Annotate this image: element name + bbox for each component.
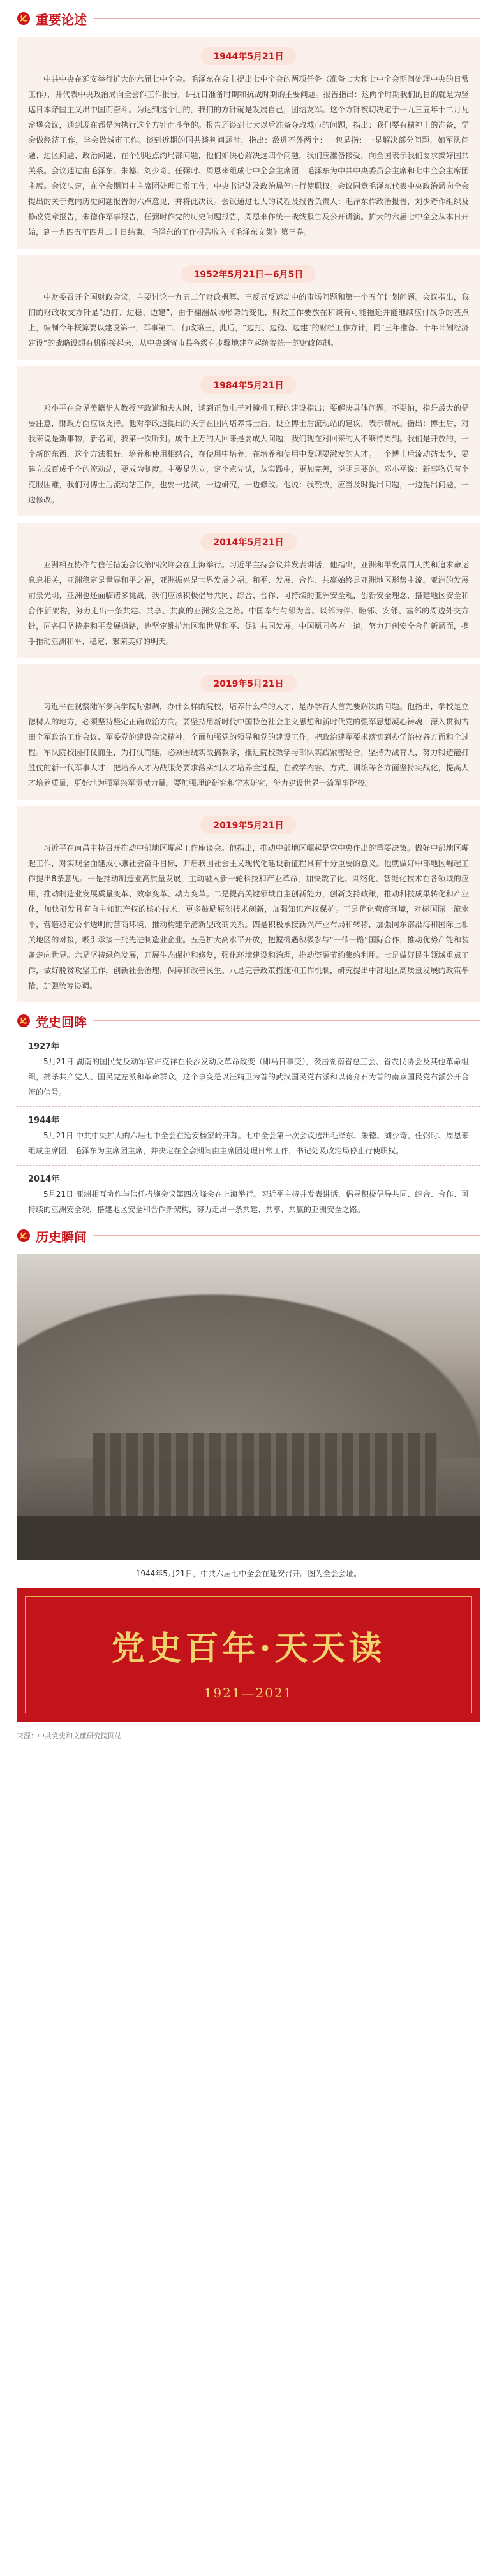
party-emblem-icon (17, 11, 31, 26)
event-2014 (17, 1172, 480, 1217)
divider (17, 1165, 480, 1166)
card-1944 (17, 37, 480, 249)
section-rule (93, 18, 480, 19)
date-pill: 1944年5月21日 (200, 47, 296, 65)
party-emblem-icon (17, 1229, 31, 1243)
event-1927 (17, 1039, 480, 1100)
banner-years: 1921—2021 (204, 1685, 293, 1701)
date-pill: 2014年5月21日 (200, 533, 296, 551)
section-header-huimou (17, 1010, 480, 1032)
section-title: 重要论述 (36, 11, 87, 27)
divider (17, 1106, 480, 1107)
banner-title: 党史百年·天天读 (111, 1629, 386, 1668)
card-2014 (17, 523, 480, 658)
section-title: 党史回眸 (36, 1014, 87, 1030)
event-year: 1927年 (28, 1042, 60, 1051)
card-text: 邓小平在会见美籍华人教授李政道和夫人时，谈到正负电子对撞机工程的建设指出：要解决具体问题，不要怕，指是最大的是要注意，财政方面应该支持。他对李政道提出的关于在国内培养博士后，设立博士后流动站的建议，表示赞成。指出：博士后，对我来说是新事物，新名词，我第一次听到。成千上万的人回来是要成大问题，我们现在对回来的人不够待周到。我们是开放的，一个新的东西，这个方法很好，培养和使用相结合，在使用中培养，在培养和使用中发现要激发的人才。十个博士后流动站太少，要建立成百成千个的流动站，要成为制度。主要是先立，定个点先试，从实践中，更加完善，说明是要的。邓小平说：新事物总有个克服困难，我们对博士后流动站工作，也要一边试，一边研究，一边修改。他说：我赞成，应当及时提出问题，一边提出问题，一边修改。 (28, 404, 469, 504)
event-1944 (17, 1113, 480, 1159)
section-rule (93, 1235, 480, 1236)
event-text: 5月21日 湖南的国民党反动军官许克祥在长沙发动反革命政变（即马日事变），袭击湖南省总工会、省农民协会及其他革命组织，捕杀共产党人、国民党左派和革命群众。这个事变是以汪精卫为首的武汉国民党右派和以蒋介石为首的南京国民党右派公开合流的信号。 (28, 1057, 469, 1097)
photo-caption: 1944年5月21日，中共六届七中全会在延安召开。图为全会会址。 (135, 1569, 362, 1578)
date-pill: 1984年5月21日 (200, 376, 296, 394)
card-text: 习近平在视察陆军步兵学院时强调，办什么样的院校，培养什么样的人才，是办学育人首先要解决的问题。他指出，学校是立德树人的地方，必须坚持坚定正确政治方向。要坚持用新时代中国特色社会主义思想和新时代党的强军思想凝心铸魂，深入贯彻古田全军政治工作会议、军委党的建设会议精神，全面加强党的领导和党的建设工作，把政治建军要求落实到办学治校各方面和全过程。军队院校因打仗而生，为打仗而建，必须围绕实战搞教学，推进院校教学与部队实践紧密结合，坚持为战育人，努力锻造能打胜仗的新一代军事人才，把培养人才为战服务要求落实到人才培养全过程，在教学内容、方式、训练等各方面坚持实战化，提高人才培养质量，更好地为强军兴军贡献力量。要加强理论研究和学术研究，努力建设世界一流军事院校。 (28, 702, 469, 787)
page (0, 8, 497, 2576)
card-text: 中共中央在延安举行扩大的六届七中全会。毛泽东在会上提出七中全会的两项任务（准备七大和七中全会期间处理中央的日常工作），并代表中央政治局向全会作工作报告，讲抗日准备时期和抗战时期的主要问题。报告指出：这两个时期我们的目的就是为竖遮日本帝国主义出中国而奋斗。为达到这个目的，我们的方针就是发展自己，团结友军。这个方针被切决定于一九三五年十二月瓦窑堡会议，通到现在都是为执行这个方针而斗争的。报告还谈到七大以后准备夺取城市的问题，指出：我们要有精神上的准备，学会做经济工作，学会做城市工作。谈到近期的国共谈判问题时，指出：敌进不外两个：一包是指：一是解决部分问题，如军队问题、边区问题、政治问题，在个别地点约局部问题，他们如决心解决这四个问题，我们应准备接受，向全国表示我们要求搞好国共关系。会议通过由毛泽东、朱德、刘少奇、任弼时、周恩来组成七中全会主席团，毛泽东为中共中央委员会主席和七中全会主席团主席。会议决定，在全会期间由主席团处理日常工作，中央书记处及政治局停止行使职权。会议同意毛泽东代表中央政治局向全会提出的关于党内历史问题报告的六点意见，并将此决议。会议通过七大的议程及报告负责人：毛泽东作政治报告，刘少奇作组织及修改党章报告，朱德作军事报告，任弼时作党的历史问题报告，周恩来作统一战线报告及公开讲演。扩大的六届七中全会从本日开始，到一九四五年四月二十日结束。毛泽东的工作报告收入《毛泽东文集》第三卷。 (28, 75, 469, 237)
event-text: 5月21日 中共中央扩大的六届七中全会在延安杨家岭开幕。七中全会第一次会议选出毛泽东、朱德、刘少奇、任弼时、周恩来组成主席团，毛泽东为主席团主席，并决定在全会期间由主席团处理日常工作，书记处及政治局停止行使职权。 (28, 1131, 469, 1155)
section-rule (93, 1020, 480, 1021)
card-2019-b (17, 806, 480, 1002)
source-note: 来源：中共党史和文献研究院网站 (17, 1732, 122, 1740)
date-pill: 2019年5月21日 (200, 675, 296, 692)
banner (17, 1588, 480, 1722)
section-header-yingjian (17, 1225, 480, 1247)
party-emblem-icon (17, 1014, 31, 1028)
card-1952 (17, 255, 480, 360)
card-1984 (17, 366, 480, 516)
event-year: 2014年 (28, 1175, 60, 1184)
card-text: 中财委召开全国财政会议，主要讨论一九五二年财政概算、三反五反运动中的市场问题和第一个五年计划问题。会议指出，我们的财政收支方针是“边打、边稳、边建”，由于翻翻战场形势的变化，财政工作要放在和谈有可能拖延并能继续应付战争的基点上，编制今年概算要以建设第一，军事第二，行政第三，此后，“边打、边稳、边建”的财经工作方针，同“三年准备、十年计划经济建设”的战略设想有机衔接起来，从中央到省市县各级有步骤地建立起统筹统一的财政体制。 (28, 293, 469, 348)
event-year: 1944年 (28, 1116, 60, 1125)
date-pill: 2019年5月21日 (200, 816, 296, 834)
date-pill: 1952年5月21日—6月5日 (181, 265, 316, 283)
section-header-zhongyao (17, 8, 480, 29)
card-text: 习近平在南昌主持召开推动中部地区崛起工作座谈会。他指出，推动中部地区崛起是党中央作出的重要决策。做好中部地区崛起工作，对实现全面建成小康社会奋斗目标，开启我国社会主义现代化建设新征程具有十分重要的意义。他就做好中部地区崛起工作提出8条意见。一是推动制造业高质量发展，主动融入新一轮科技和产业革命，加快数字化、网络化、智能化技术在各领域的应用，推动制造业发展质量变革、效率变革、动力变革。二是提高关键领域自主创新能力，创新支持政策，推动科技成果转化和产业化，加快研发具有自主知识产权的核心技术，更多鼓励原创技术创新，加强知识产权保护。三是优化营商环境，对标国际一流水平，营造稳定公平透明的营商环境，推动构建亲清新型政商关系。四是积极承接新兴产业布局和转移，加强同东部沿海和国际上相关地区的对接，吸引承接一批先进制造业企业。五是扩大高水平开放，把握机遇积极参与“一带一路”国际合作，推动优势产能和装备走向世界。六是坚持绿色发展，开展生态保护和修复，强化环境建设和治理，推动资源节约集约利用。七是做好民生领域重点工作，做好脱贫攻坚工作，创新社会治理，保障和改善民生。八是完善政策措施和工作机制，研究提出中部地区高质量发展的政策举措，加强统筹协调。 (28, 844, 469, 990)
card-2019-a (17, 664, 480, 800)
historical-photo (17, 1254, 480, 1560)
event-text: 5月21日 亚洲相互协作与信任措施会议第四次峰会在上海举行。习近平主持并发表讲话，倡导积极倡导共同、综合、合作、可持续的亚洲安全观，搭建地区安全和合作新架构，努力走出一条共建、共享、共赢的亚洲安全之路。 (28, 1190, 469, 1214)
section-title: 历史瞬间 (36, 1229, 87, 1245)
card-text: 亚洲相互协作与信任措施会议第四次峰会在上海举行。习近平主持会议并发表讲话，他指出，亚洲和平发展同人类和追求命运息息相关，亚洲稳定是世界和平之福，亚洲振兴是世界发展之福。和平、发展、合作、共赢始终是亚洲地区形势主流。亚洲的发展前景光明，亚洲也还面临诸多挑战，我们应该积极倡导共同、综合、合作、可持续的亚洲安全观，创新安全理念，搭建地区安全和合作新架构，努力走出一条共建、共享、共赢的亚洲安全之路。中国奉行与邻为善、以邻为伴、睦邻、安邻、富邻的周边外交方针，同各国坚持走和平发展道路，也坚定维护地区和世界和平、促进共同发展。中国愿同各方一道，努力开创安全合作新局面，携手推动亚洲和平、稳定、繁荣美好的明天。 (28, 560, 469, 646)
